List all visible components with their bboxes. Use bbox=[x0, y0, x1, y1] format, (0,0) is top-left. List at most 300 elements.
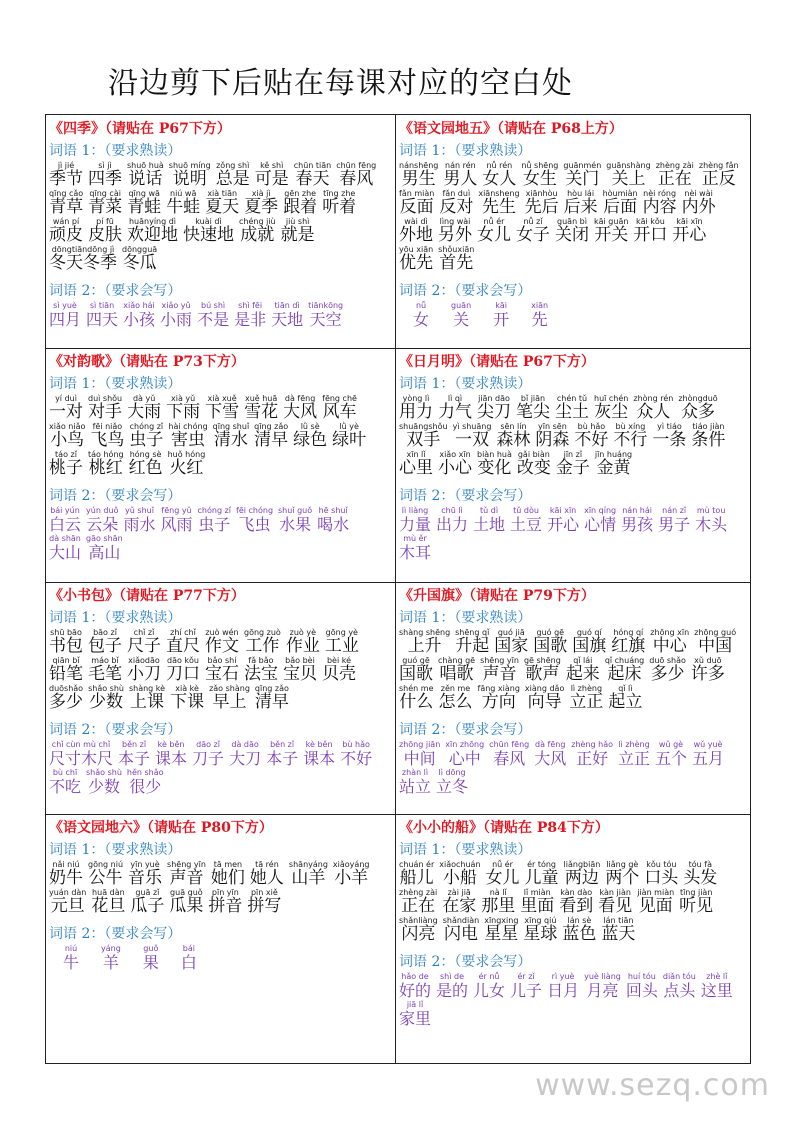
word-hanzi: 可是 bbox=[254, 169, 289, 189]
word-item bbox=[477, 450, 512, 478]
word-pinyin: dà fēng bbox=[284, 394, 316, 403]
word-pinyin: niú bbox=[64, 944, 78, 953]
word-item bbox=[205, 656, 239, 684]
word-hanzi: 女 bbox=[413, 310, 430, 329]
word-item bbox=[633, 394, 673, 422]
word-pinyin: qīng cǎo bbox=[49, 189, 84, 198]
word-hanzi: 贝壳 bbox=[322, 664, 356, 684]
word-pinyin: yún duǒ bbox=[86, 506, 119, 515]
word-item bbox=[655, 740, 687, 768]
word-item bbox=[572, 628, 606, 656]
word-pinyin: nǚ bbox=[415, 301, 427, 310]
word-pinyin: xià kè bbox=[175, 684, 199, 693]
word-item bbox=[695, 506, 727, 534]
word-pinyin: běn zǐ bbox=[270, 740, 295, 749]
word-hanzi: 反面 bbox=[399, 197, 434, 217]
word-pinyin: xiānsheng bbox=[478, 189, 520, 198]
word-hanzi: 雪花 bbox=[244, 402, 279, 422]
word-pinyin: kè běn bbox=[157, 740, 185, 749]
watermark: www.sezq.com bbox=[535, 1068, 770, 1103]
word-pinyin: shū bāo bbox=[50, 628, 82, 637]
word-pinyin: tóu fà bbox=[688, 860, 712, 869]
word-hanzi: 两边 bbox=[564, 868, 599, 888]
word-hanzi: 成就 bbox=[240, 225, 275, 245]
word-pinyin: lì dōng bbox=[438, 768, 466, 777]
word-pinyin: yǔ shuǐ bbox=[125, 506, 154, 515]
lesson-cell-yuwen-yuandi-6 bbox=[49, 818, 391, 1062]
word-pinyin: guā guǒ bbox=[170, 888, 203, 897]
word-item bbox=[613, 422, 647, 450]
word-hanzi: 天地 bbox=[271, 310, 304, 329]
word-item bbox=[229, 740, 261, 768]
word-hanzi: 牛 bbox=[63, 953, 80, 972]
word-item bbox=[91, 888, 125, 916]
word-pinyin: huānyíng dì bbox=[128, 217, 177, 226]
word-pinyin: xuě huā bbox=[244, 394, 278, 403]
word-pinyin: zhèng hǎo bbox=[571, 740, 613, 749]
section-label-read: 词语 1：（要求熟读） bbox=[399, 610, 532, 626]
word-hanzi: 升起 bbox=[455, 636, 490, 656]
word-item bbox=[86, 506, 118, 534]
word-pinyin: fēng chē bbox=[322, 394, 357, 403]
word-item bbox=[556, 450, 590, 478]
word-item bbox=[663, 972, 696, 1000]
word-pinyin: chǐ cùn mù chǐ bbox=[51, 740, 111, 749]
word-pinyin: chū lì bbox=[441, 506, 463, 515]
word-pinyin: nán zǐ bbox=[662, 506, 687, 515]
word-hanzi: 不吃 bbox=[49, 777, 82, 796]
word-item bbox=[480, 656, 519, 684]
word-hanzi: 向导 bbox=[527, 692, 562, 712]
word-pinyin: xiānhòu bbox=[525, 189, 558, 198]
word-item bbox=[399, 189, 434, 217]
word-pinyin: hòumiàn bbox=[602, 189, 638, 198]
word-pinyin: zhí chǐ bbox=[170, 628, 196, 637]
word-hanzi: 木头 bbox=[695, 515, 728, 534]
word-hanzi: 灰尘 bbox=[594, 402, 629, 422]
word-item bbox=[399, 740, 440, 768]
word-hanzi: 众人 bbox=[636, 402, 671, 422]
word-hanzi: 女子 bbox=[516, 225, 550, 245]
word-hanzi: 下雨 bbox=[166, 402, 201, 422]
word-item bbox=[644, 860, 678, 888]
word-hanzi: 关闭 bbox=[555, 225, 589, 245]
word-item bbox=[443, 916, 479, 944]
word-hanzi: 小心 bbox=[438, 458, 472, 478]
word-hanzi: 四天 bbox=[86, 310, 119, 329]
word-hanzi: 青蛙 bbox=[127, 197, 162, 217]
word-item bbox=[436, 768, 468, 796]
word-pinyin: tā rén bbox=[255, 860, 279, 869]
word-hanzi: 家里 bbox=[399, 1009, 432, 1028]
word-hanzi: 好的 bbox=[399, 981, 432, 1000]
word-hanzi: 船儿 bbox=[399, 868, 434, 888]
word-item bbox=[399, 217, 433, 245]
word-pinyin: dà fēng bbox=[535, 740, 566, 749]
word-hanzi: 国旗 bbox=[572, 636, 607, 656]
word-item bbox=[166, 628, 200, 656]
word-pinyin: nǚ rén bbox=[486, 161, 513, 170]
word-hanzi: 本子 bbox=[118, 749, 151, 768]
word-hanzi: 中间 bbox=[403, 749, 436, 768]
word-pinyin: zhōng xīn bbox=[650, 628, 690, 637]
word-item bbox=[399, 860, 434, 888]
word-hanzi: 是的 bbox=[436, 981, 469, 1000]
word-hanzi: 关门 bbox=[565, 169, 600, 189]
word-item bbox=[656, 161, 694, 189]
word-item bbox=[283, 189, 317, 217]
word-pinyin: shǎo shù bbox=[86, 768, 122, 777]
word-item bbox=[516, 217, 550, 245]
word-item bbox=[49, 394, 83, 422]
word-hanzi: 用力 bbox=[399, 402, 433, 422]
lesson-cell-xiaoshubao bbox=[49, 586, 391, 812]
word-item bbox=[49, 888, 86, 916]
word-item bbox=[122, 245, 157, 273]
word-pinyin: jì jié bbox=[57, 161, 75, 170]
word-item bbox=[564, 189, 598, 217]
word-pinyin: shǎnliàng bbox=[399, 916, 438, 925]
word-hanzi: 开口 bbox=[633, 225, 668, 245]
word-hanzi: 站立 bbox=[399, 777, 432, 796]
word-hanzi: 一对 bbox=[49, 402, 83, 422]
word-pinyin: bǎo shí bbox=[207, 656, 237, 665]
word-item bbox=[399, 422, 448, 450]
word-pinyin: zhàn lì bbox=[401, 768, 429, 777]
word-item bbox=[399, 972, 431, 1000]
word-hanzi: 出力 bbox=[436, 515, 469, 534]
word-hanzi: 男子 bbox=[658, 515, 691, 534]
word-pinyin: fǎn miàn bbox=[399, 189, 435, 198]
word-pinyin: xīn lǐ bbox=[406, 450, 426, 459]
word-list-write bbox=[399, 740, 747, 796]
word-pinyin: shānyáng bbox=[288, 860, 328, 869]
word-item bbox=[682, 189, 716, 217]
word-item bbox=[525, 860, 559, 888]
word-hanzi: 正在 bbox=[401, 896, 436, 916]
word-item bbox=[650, 628, 689, 656]
word-hanzi: 外地 bbox=[399, 225, 433, 245]
word-pinyin: qīng cài bbox=[89, 189, 121, 198]
word-item bbox=[510, 972, 542, 1000]
word-hanzi: 男生 bbox=[401, 169, 436, 189]
word-item bbox=[562, 916, 596, 944]
word-hanzi: 就是 bbox=[280, 225, 315, 245]
word-item bbox=[547, 972, 579, 1000]
word-hanzi: 蓝天 bbox=[601, 924, 636, 944]
word-hanzi: 虫子 bbox=[198, 515, 231, 534]
word-hanzi: 瓜子 bbox=[130, 896, 165, 916]
word-pinyin: zǎo shàng bbox=[209, 684, 250, 693]
word-hanzi: 夏天 bbox=[205, 197, 240, 217]
word-hanzi: 桃红 bbox=[88, 458, 123, 478]
word-list-read bbox=[49, 860, 391, 916]
word-pinyin: shǒuxiān bbox=[438, 245, 475, 254]
word-pinyin: dāo zǐ bbox=[196, 740, 220, 749]
word-hanzi: 羊 bbox=[102, 953, 119, 972]
word-item bbox=[118, 740, 150, 768]
word-hanzi: 一双 bbox=[454, 430, 489, 450]
word-item bbox=[49, 161, 83, 189]
word-item bbox=[399, 656, 433, 684]
word-hanzi: 奶牛 bbox=[49, 868, 83, 888]
word-item bbox=[399, 768, 431, 796]
word-item bbox=[672, 217, 706, 245]
word-pinyin: kǒu tóu bbox=[646, 860, 677, 869]
lesson-heading: 《四季》（请贴在 P67下方） bbox=[49, 121, 231, 137]
word-hanzi: 内外 bbox=[681, 197, 716, 217]
word-pinyin: zǒng shì bbox=[216, 161, 250, 170]
section-label-write: 词语 2：（要求会写） bbox=[399, 488, 532, 504]
word-item bbox=[534, 740, 566, 768]
word-pinyin: chéng jiù bbox=[239, 217, 276, 226]
word-item bbox=[325, 628, 359, 656]
lesson-heading: 《升国旗》（请贴在 P79下方） bbox=[399, 588, 595, 604]
word-item bbox=[236, 506, 273, 534]
word-hanzi: 天空 bbox=[309, 310, 342, 329]
word-item bbox=[494, 628, 528, 656]
word-hanzi: 元旦 bbox=[50, 896, 85, 916]
word-item bbox=[438, 245, 474, 273]
word-item bbox=[439, 189, 473, 217]
grid-divider-2 bbox=[45, 582, 751, 583]
word-hanzi: 红旗 bbox=[611, 636, 646, 656]
word-pinyin: hē shuǐ bbox=[318, 506, 348, 515]
word-list-write bbox=[399, 972, 747, 1028]
word-item bbox=[443, 161, 477, 189]
word-hanzi: 力量 bbox=[399, 515, 432, 534]
word-pinyin: shén me bbox=[399, 684, 434, 693]
word-item bbox=[605, 860, 639, 888]
word-pinyin: guó jiā bbox=[497, 628, 525, 637]
word-hanzi: 森林 bbox=[496, 430, 531, 450]
word-pinyin: jīn zǐ bbox=[563, 450, 583, 459]
word-item bbox=[127, 394, 161, 422]
word-pinyin: zuò yè bbox=[289, 628, 317, 637]
word-pinyin: hòu lái bbox=[567, 189, 595, 198]
word-pinyin: zài jiā bbox=[447, 888, 471, 897]
word-list-read bbox=[399, 161, 747, 273]
word-item bbox=[678, 394, 717, 422]
word-hanzi: 说话 bbox=[128, 169, 163, 189]
word-pinyin: shì fēi bbox=[238, 301, 263, 310]
word-item bbox=[605, 656, 644, 684]
word-pinyin: hěn shǎo bbox=[126, 768, 164, 777]
word-pinyin: kuài dì bbox=[195, 217, 222, 226]
word-item bbox=[399, 394, 433, 422]
word-hanzi: 飞鸟 bbox=[90, 430, 125, 450]
word-hanzi: 关上 bbox=[611, 169, 646, 189]
word-item bbox=[399, 888, 437, 916]
word-pinyin: lì zhèng bbox=[570, 684, 603, 693]
word-pinyin: gē shēng bbox=[523, 656, 561, 665]
word-hanzi: 阴森 bbox=[535, 430, 570, 450]
word-item bbox=[555, 217, 589, 245]
word-item bbox=[525, 189, 559, 217]
word-pinyin: duì shǒu bbox=[88, 394, 123, 403]
section-label-write: 词语 2：（要求会写） bbox=[49, 926, 182, 942]
word-pinyin: qǐ lì bbox=[618, 684, 633, 693]
word-pinyin: xià xuě bbox=[207, 394, 237, 403]
word-item bbox=[564, 860, 601, 888]
word-hanzi: 起床 bbox=[607, 664, 642, 684]
word-hanzi: 上升 bbox=[407, 636, 442, 656]
word-item bbox=[336, 161, 376, 189]
word-hanzi: 大刀 bbox=[229, 749, 262, 768]
word-pinyin: fǎn duì bbox=[442, 189, 471, 198]
word-pinyin: diǎn tóu bbox=[662, 972, 696, 981]
word-item bbox=[127, 217, 178, 245]
word-pinyin: xīngxing bbox=[484, 916, 519, 925]
word-pinyin: chén tǔ bbox=[556, 394, 588, 403]
word-hanzi: 喝水 bbox=[317, 515, 350, 534]
word-item bbox=[166, 189, 200, 217]
word-item bbox=[123, 301, 155, 329]
section-label-write: 词语 2：（要求会写） bbox=[49, 488, 182, 504]
word-hanzi: 白云 bbox=[49, 515, 82, 534]
word-item bbox=[88, 684, 124, 712]
word-item bbox=[293, 422, 327, 450]
word-list-read bbox=[49, 394, 391, 478]
word-hanzi: 桃子 bbox=[49, 458, 83, 478]
word-pinyin: lì zhèng bbox=[618, 740, 650, 749]
word-hanzi: 看到 bbox=[559, 896, 594, 916]
word-hanzi: 很少 bbox=[129, 777, 162, 796]
word-hanzi: 害虫 bbox=[171, 430, 206, 450]
word-pinyin: xiǎochuán bbox=[439, 860, 481, 869]
word-pinyin: guān bì bbox=[557, 217, 587, 226]
lesson-heading: 《语文园地六》（请贴在 P80下方） bbox=[49, 820, 273, 836]
word-pinyin: qiān bǐ bbox=[52, 656, 80, 665]
word-pinyin: shēng yīn bbox=[167, 860, 206, 869]
word-item bbox=[679, 888, 713, 916]
word-item bbox=[127, 656, 161, 684]
word-item bbox=[438, 450, 472, 478]
word-hanzi: 法宝 bbox=[244, 664, 278, 684]
word-hanzi: 尺寸木尺 bbox=[49, 749, 114, 768]
word-pinyin: pīn xiě bbox=[250, 888, 278, 897]
word-hanzi: 山羊 bbox=[291, 868, 326, 888]
word-item bbox=[161, 506, 193, 534]
word-hanzi: 回头 bbox=[625, 981, 658, 1000]
word-hanzi: 高山 bbox=[88, 543, 121, 562]
word-hanzi: 先生 bbox=[481, 197, 516, 217]
word-item bbox=[478, 189, 519, 217]
section-label-write: 词语 2：（要求会写） bbox=[399, 722, 532, 738]
word-item bbox=[49, 684, 83, 712]
word-pinyin: chūn fēng bbox=[489, 740, 530, 749]
word-pinyin: kàn jiàn bbox=[599, 888, 631, 897]
word-pinyin: shuāngshǒu bbox=[399, 422, 448, 431]
word-hanzi: 什么 bbox=[399, 692, 434, 712]
word-item bbox=[399, 916, 438, 944]
word-pinyin: wài dì bbox=[404, 217, 428, 226]
word-item bbox=[49, 301, 81, 329]
word-hanzi: 大风 bbox=[283, 402, 318, 422]
word-pinyin: kāi guān bbox=[594, 217, 629, 226]
word-pinyin: sì jì bbox=[98, 161, 112, 170]
word-pinyin: bǎo bèi bbox=[285, 656, 315, 665]
word-pinyin: tǔ dòu bbox=[513, 506, 539, 515]
word-hanzi: 冬天冬季 bbox=[49, 253, 117, 273]
word-pinyin: qǐ chuáng bbox=[604, 656, 645, 665]
word-pinyin: nà lǐ bbox=[489, 888, 507, 897]
word-item bbox=[167, 860, 206, 888]
word-hanzi: 儿童 bbox=[524, 868, 559, 888]
word-hanzi: 蓝色 bbox=[562, 924, 597, 944]
word-hanzi: 小孩 bbox=[123, 310, 156, 329]
word-item bbox=[129, 422, 163, 450]
word-item bbox=[88, 217, 122, 245]
word-hanzi: 风雨 bbox=[160, 515, 193, 534]
word-item bbox=[496, 422, 530, 450]
word-item bbox=[88, 656, 122, 684]
word-hanzi: 五月 bbox=[692, 749, 725, 768]
word-pinyin: lán sè bbox=[567, 916, 592, 925]
lesson-heading: 《对韵歌》（请贴在 P73下方） bbox=[49, 354, 245, 370]
lesson-heading: 《小小的船》（请贴在 P84下方） bbox=[399, 820, 609, 836]
word-hanzi: 不好 bbox=[574, 430, 609, 450]
word-hanzi: 春天 bbox=[295, 169, 330, 189]
word-item bbox=[216, 161, 250, 189]
word-item bbox=[618, 740, 650, 768]
word-pinyin: liǎngbiān bbox=[563, 860, 601, 869]
word-pinyin: guó gē bbox=[402, 656, 430, 665]
word-hanzi: 起来 bbox=[565, 664, 600, 684]
word-pinyin: kāi xīn bbox=[676, 217, 703, 226]
word-item bbox=[555, 394, 589, 422]
word-item bbox=[208, 888, 242, 916]
word-pinyin: wán pí bbox=[52, 217, 80, 226]
word-hanzi: 首先 bbox=[439, 253, 474, 273]
word-hanzi: 水果 bbox=[279, 515, 312, 534]
word-item bbox=[308, 301, 343, 329]
word-item bbox=[234, 301, 266, 329]
word-hanzi: 瓜果 bbox=[169, 896, 204, 916]
word-item bbox=[250, 860, 284, 888]
word-list-read bbox=[399, 860, 747, 944]
word-hanzi: 后面 bbox=[603, 197, 638, 217]
word-item bbox=[49, 768, 81, 796]
word-item bbox=[239, 217, 276, 245]
word-item bbox=[266, 740, 298, 768]
word-pinyin: máo bǐ bbox=[91, 656, 119, 665]
word-hanzi: 众多 bbox=[681, 402, 716, 422]
word-hanzi: 拼音 bbox=[208, 896, 243, 916]
word-pinyin: sì tiān bbox=[89, 301, 115, 310]
word-item bbox=[524, 656, 561, 684]
word-pinyin: tiān dì bbox=[274, 301, 300, 310]
word-item bbox=[271, 301, 303, 329]
word-hanzi: 白 bbox=[180, 953, 197, 972]
word-pinyin: mù tou bbox=[696, 506, 726, 515]
word-hanzi: 方向 bbox=[481, 692, 516, 712]
word-pinyin: fēi chóng bbox=[236, 506, 274, 515]
word-hanzi: 青草 bbox=[49, 197, 84, 217]
word-pinyin: nánshēng bbox=[399, 161, 439, 170]
word-item bbox=[88, 189, 122, 217]
word-hanzi: 开心 bbox=[547, 515, 580, 534]
word-pinyin: shǎndiàn bbox=[442, 916, 480, 925]
word-hanzi: 另外 bbox=[438, 225, 472, 245]
word-hanzi: 立正 bbox=[569, 692, 604, 712]
word-item bbox=[197, 301, 229, 329]
word-hanzi: 国歌 bbox=[533, 636, 568, 656]
word-hanzi: 下课 bbox=[170, 692, 205, 712]
word-pinyin: tīng zhe bbox=[323, 189, 356, 198]
word-item bbox=[603, 189, 638, 217]
word-hanzi: 点头 bbox=[663, 981, 696, 1000]
